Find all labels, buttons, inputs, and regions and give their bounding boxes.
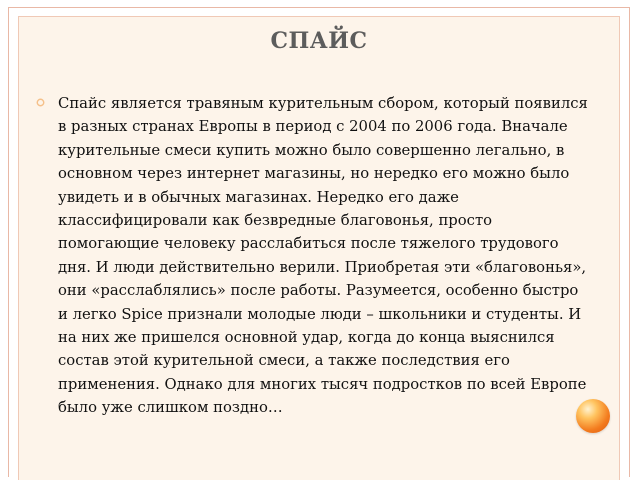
hollow-circle-bullet-icon xyxy=(36,98,45,107)
slide-title: СПАЙС xyxy=(270,28,368,54)
bullet-text: Спайс является травяным курительным сбором, который появился в разных странах Европы в период с 2004 по 2006 года. Вначале курительные смеси купить можно было совершенно легально, в основном через интернет магазины, но нередко его можно было увидеть и в обычных магазинах. Нередко его даже классифицировали как безвредные благовонья, просто помогающие человеку расслабиться после тяжелого трудового дня. И люди действительно верили. Приобретая эти «благовонья», они «расслаблялись» после работы. Разумеется, особенно быстро и легко Spice признали молодые люди – школьники и студенты. И на них же пришелся основной удар, когда до конца выяснился состав этой курительной смеси, а также последствия его применения. Однако для многих тысяч подростков по всей Европе было уже слишком поздно… xyxy=(58,95,588,417)
orange-orb-icon xyxy=(576,399,610,433)
bullet-item xyxy=(36,92,592,420)
